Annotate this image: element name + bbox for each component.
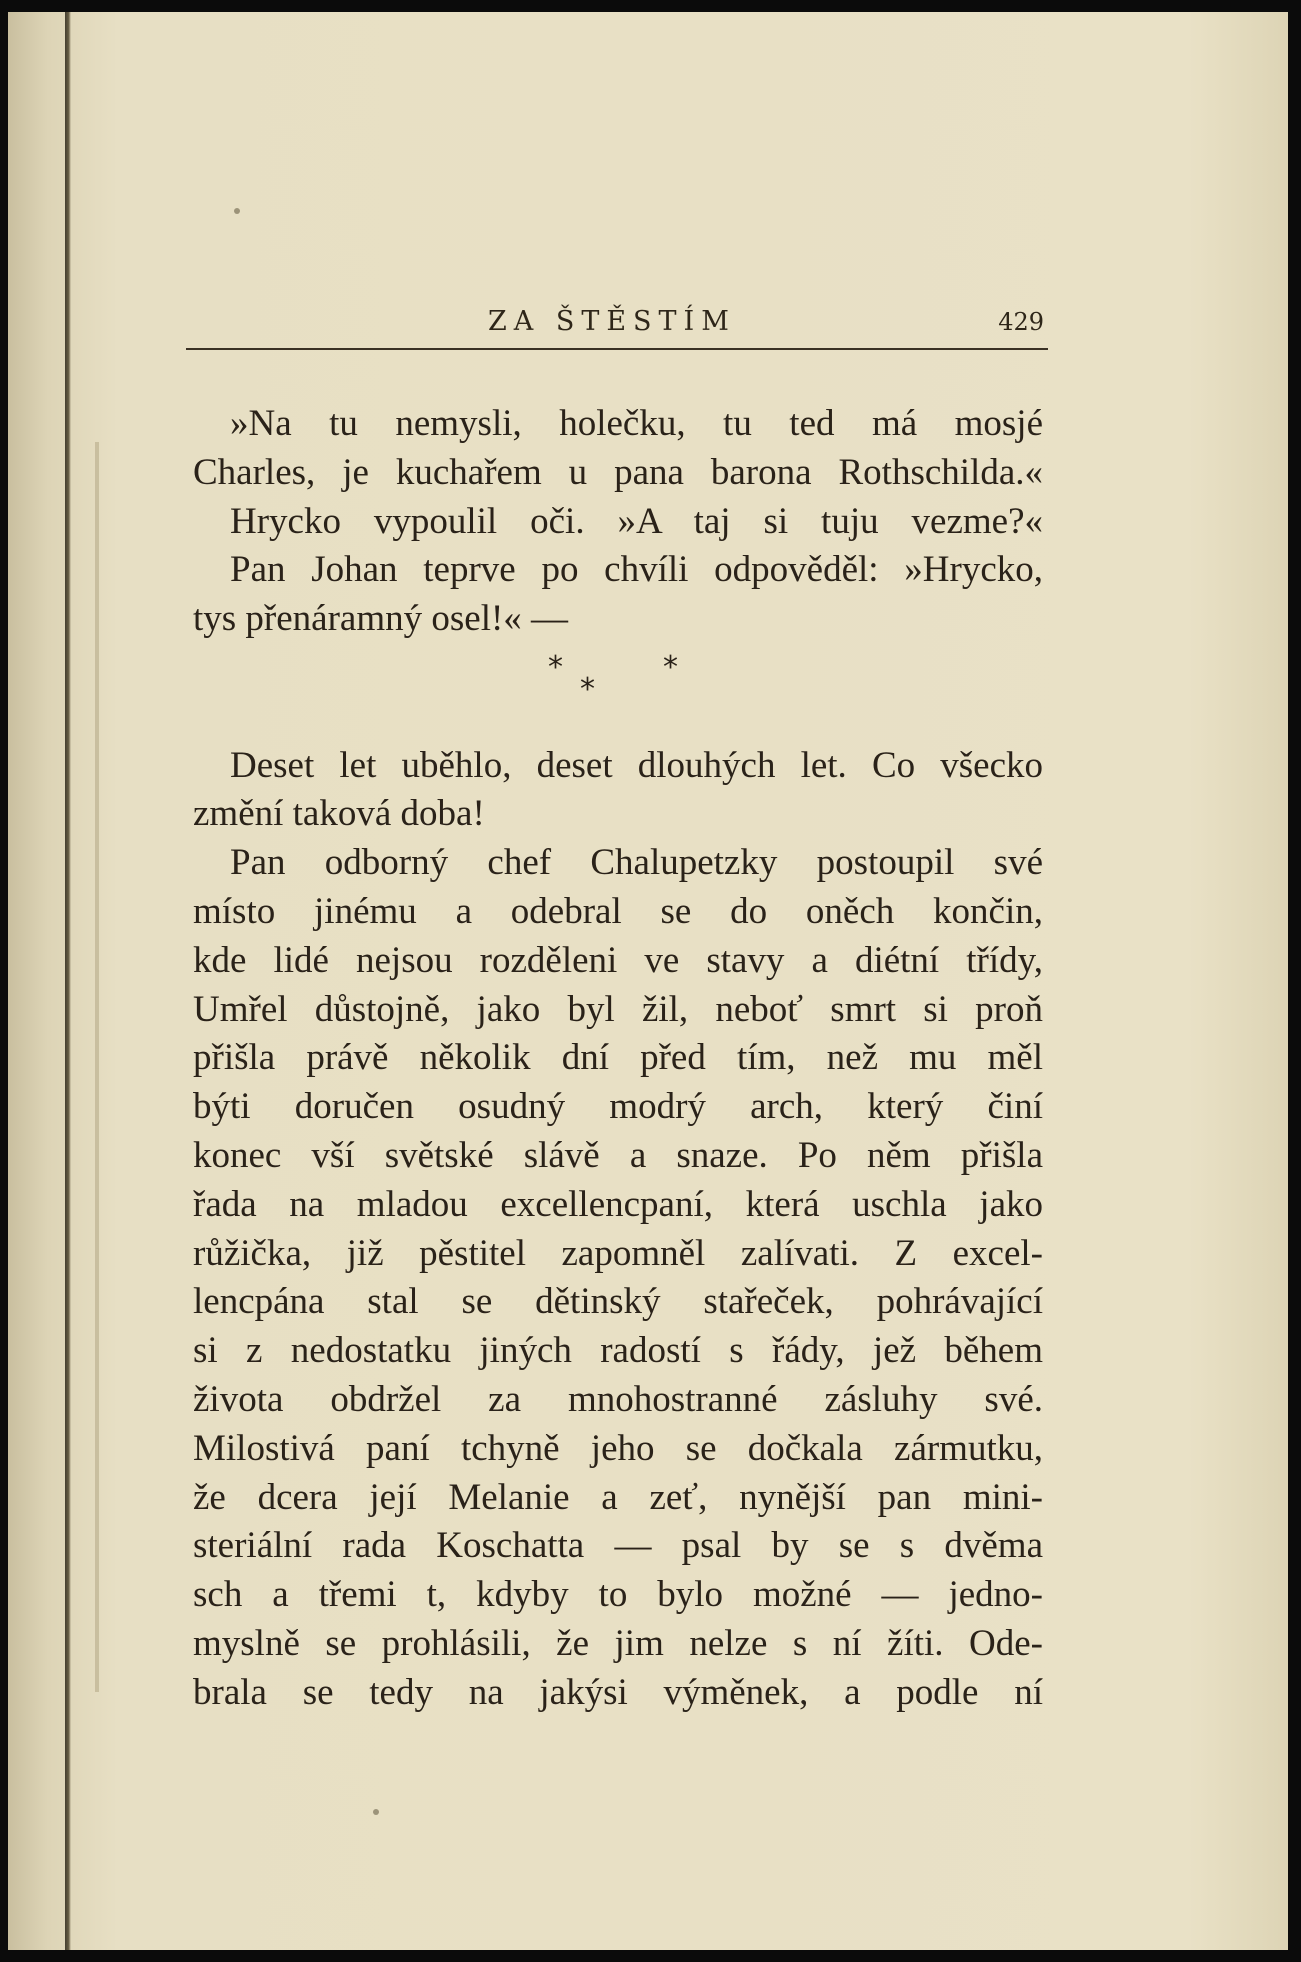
text-line: růžička, již pěstitel zapomněl zalívati. Z excel-: [193, 1232, 1043, 1274]
text-line: býti doručen osudný modrý arch, který činí: [193, 1086, 1043, 1128]
paper-spot: [373, 1809, 379, 1815]
text-line: sch a třemi t, kdyby to bylo možné — jedno-: [193, 1574, 1043, 1616]
book-page: [8, 12, 1288, 1950]
section-break-asterism: [193, 644, 1043, 742]
text-line: kde lidé nejsou rozděleni ve stavy a diétní třídy,: [193, 939, 1043, 981]
binding-gutter: [65, 12, 71, 1950]
text-line: steriální rada Koschatta — psal by se s dvěma: [193, 1525, 1043, 1567]
text-line: že dcera její Melanie a zeť, nynější pan mini-: [193, 1476, 1043, 1518]
text-line: změní taková doba!: [193, 793, 485, 835]
text-line: Pan odborný chef Chalupetzky postoupil své: [230, 842, 1043, 884]
body-text: [193, 400, 1043, 1718]
text-line: konec vší světské slávě a snaze. Po něm přišla: [193, 1134, 1043, 1176]
binding-shadow: [95, 442, 99, 1692]
page-number: 429: [998, 308, 1044, 336]
text-line: Charles, je kuchařem u pana barona Rothschilda.«: [193, 451, 1043, 493]
text-line: Pan Johan teprve po chvíli odpověděl: »Hrycko,: [230, 549, 1043, 591]
text-line: »Na tu nemysli, holečku, tu ted má mosjé: [230, 403, 1043, 444]
asterisk: *: [548, 649, 563, 685]
asterisk: *: [663, 649, 678, 685]
text-line: života obdržel za mnohostranné zásluhy své.: [193, 1378, 1043, 1420]
text-line: místo jinému a odebral se do oněch končin,: [193, 890, 1043, 932]
running-title: ZA ŠTĚSTÍM: [488, 306, 736, 337]
text-line: Milostivá paní tchyně jeho se dočkala zármutku,: [193, 1427, 1043, 1469]
text-line: Hrycko vypoulil oči. »A taj si tuju vezme?«: [230, 500, 1043, 542]
text-line: Umřel důstojně, jako byl žil, neboť smrt si proň: [193, 988, 1043, 1030]
asterisk: *: [580, 671, 595, 707]
text-line: Deset let uběhlo, deset dlouhých let. Co všecko: [230, 744, 1043, 786]
text-line: brala se tedy na jakýsi výměnek, a podle ní: [193, 1671, 1043, 1713]
text-line: tys přenáramný osel!« —: [193, 598, 569, 640]
text-line: lencpána stal se dětinský stařeček, pohrávající: [193, 1281, 1043, 1323]
paper-spot: [234, 208, 240, 214]
text-line: přišla právě několik dní před tím, než mu měl: [193, 1037, 1043, 1079]
text-line: myslně se prohlásili, že jim nelze s ní žíti. Ode-: [193, 1622, 1043, 1664]
text-line: řada na mladou excellencpaní, která uschla jako: [193, 1183, 1043, 1225]
text-line: si z nedostatku jiných radostí s řády, jež během: [193, 1330, 1043, 1372]
running-head: [186, 298, 1048, 350]
